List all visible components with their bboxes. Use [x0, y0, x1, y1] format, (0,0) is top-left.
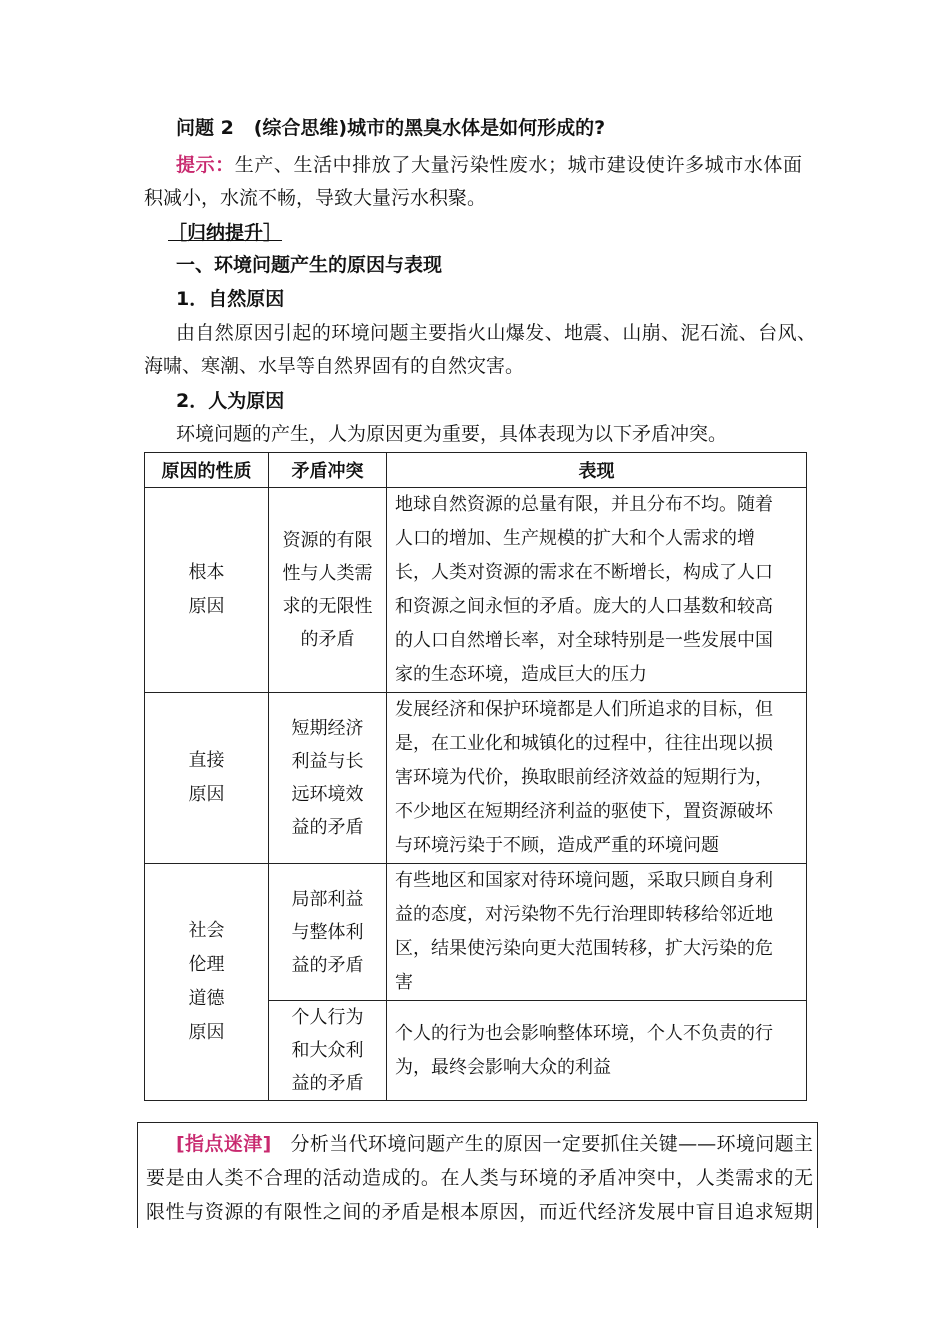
conflict-text: 益的矛盾 [291, 954, 364, 976]
conflict-text: 资源的有限 [282, 530, 373, 551]
natural-heading: 1．自然原因 [176, 288, 285, 310]
detail-text: 不少地区在短期经济利益的驱使下，置资源破坏 [395, 801, 773, 822]
conflict-cell [269, 864, 387, 1001]
header-nature: 原因的性质 [145, 453, 269, 488]
section-title: 一、环境问题产生的原因与表现 [176, 254, 443, 276]
conflict-text: 远环境效 [291, 784, 364, 805]
hint-text-1: 生产、生活中排放了大量污染性废水；城市建设使许多城市水体面 [234, 154, 802, 176]
human-heading: 2．人为原因 [176, 390, 285, 412]
nature-text: 社会 [188, 920, 225, 941]
detail-text: 有些地区和国家对待环境问题，采取只顾自身利 [395, 870, 773, 891]
nature-cell [145, 864, 269, 1101]
nature-cell [145, 488, 269, 693]
table-header-row [145, 453, 807, 488]
detail-cell [387, 1001, 807, 1101]
nature-text: 原因 [188, 596, 225, 617]
conflict-text: 的矛盾 [300, 629, 355, 650]
detail-text: 益的态度，对污染物不先行治理即转移给邻近地 [395, 904, 773, 925]
nature-text: 原因 [188, 1022, 225, 1043]
detail-text: 人口的增加、生产规模的扩大和个人需求的增 [395, 528, 755, 549]
conflict-text: 利益与长 [291, 751, 364, 772]
human-line-1: 环境问题的产生，人为原因更为重要，具体表现为以下矛盾冲突。 [176, 423, 728, 445]
detail-text: 和资源之间永恒的矛盾。庞大的人口基数和较高 [395, 596, 773, 617]
nature-text: 伦理 [188, 954, 225, 975]
hint-line-1 [176, 148, 802, 182]
nature-text: 根本 [188, 562, 225, 583]
detail-text: 家的生态环境，造成巨大的压力 [395, 664, 647, 685]
causes-table [144, 452, 807, 1101]
natural-line-1: 由自然原因引起的环境问题主要指火山爆发、地震、山崩、泥石流、台风、 [176, 322, 816, 344]
detail-cell [387, 864, 807, 1001]
tip-line-2: 要是由人类不合理的活动造成的。在人类与环境的矛盾冲突中，人类需求的无 [146, 1167, 813, 1189]
question-label: 问题 2 [176, 117, 234, 139]
conflict-text: 益的矛盾 [291, 817, 364, 838]
detail-text: 害环境为代价，换取眼前经济效益的短期行为， [395, 767, 773, 788]
hint-label: 提示： [176, 154, 235, 176]
question-title [176, 111, 605, 145]
conflict-text: 与整体利 [291, 921, 364, 943]
detail-text: 地球自然资源的总量有限，并且分布不均。随着 [395, 494, 773, 515]
conflict-text: 个人行为 [291, 1007, 364, 1028]
detail-text: 是，在工业化和城镇化的过程中，往往出现以损 [395, 733, 773, 754]
detail-text: 区，结果使污染向更大范围转移，扩大污染的危 [395, 938, 773, 959]
conflict-cell [269, 693, 387, 864]
header-conflict: 矛盾冲突 [269, 453, 387, 488]
conflict-text: 局部利益 [291, 888, 364, 910]
table-row [145, 488, 807, 693]
nature-text: 道德 [188, 988, 225, 1009]
detail-text: 为，最终会影响大众的利益 [395, 1056, 611, 1078]
detail-text: 害 [395, 972, 413, 993]
tip-text-1: 分析当代环境问题产生的原因一定要抓住关键——环境问题主 [290, 1133, 813, 1155]
nature-text: 直接 [188, 750, 225, 771]
conflict-cell [269, 1001, 387, 1101]
header-detail: 表现 [387, 453, 807, 488]
tip-label: [指点迷津] [176, 1133, 272, 1155]
nature-text: 原因 [188, 784, 225, 805]
detail-cell [387, 488, 807, 693]
conflict-text: 益的矛盾 [291, 1073, 364, 1094]
table-row [145, 693, 807, 864]
detail-text: 的人口自然增长率，对全球特别是一些发展中国 [395, 630, 773, 651]
conflict-text: 求的无限性 [282, 596, 373, 617]
detail-text: 个人的行为也会影响整体环境，个人不负责的行 [395, 1022, 773, 1044]
table-row [145, 864, 807, 1001]
conflict-text: 和大众利 [291, 1040, 364, 1061]
hint-line-2: 积减小，水流不畅，导致大量污水积聚。 [144, 187, 487, 209]
natural-line-2: 海啸、寒潮、水旱等自然界固有的自然灾害。 [144, 355, 525, 377]
nature-cell [145, 693, 269, 864]
conflict-text: 短期经济 [291, 718, 364, 739]
conflict-cell [269, 488, 387, 693]
detail-text: 发展经济和保护环境都是人们所追求的目标，但 [395, 699, 773, 720]
detail-text: 长，人类对资源的需求在不断增长，构成了人口 [395, 562, 773, 583]
detail-text: 与环境污染于不顾，造成严重的环境问题 [395, 835, 719, 856]
tip-box [137, 1122, 818, 1228]
summary-label: ［归纳提升］ [168, 222, 283, 244]
tip-line-1 [146, 1127, 813, 1161]
conflict-text: 性与人类需 [282, 563, 373, 584]
tip-line-3: 限性与资源的有限性之间的矛盾是根本原因，而近代经济发展中盲目追求短期 [146, 1201, 813, 1223]
question-topic: (综合思维)城市的黑臭水体是如何形成的? [253, 117, 606, 139]
detail-cell [387, 693, 807, 864]
